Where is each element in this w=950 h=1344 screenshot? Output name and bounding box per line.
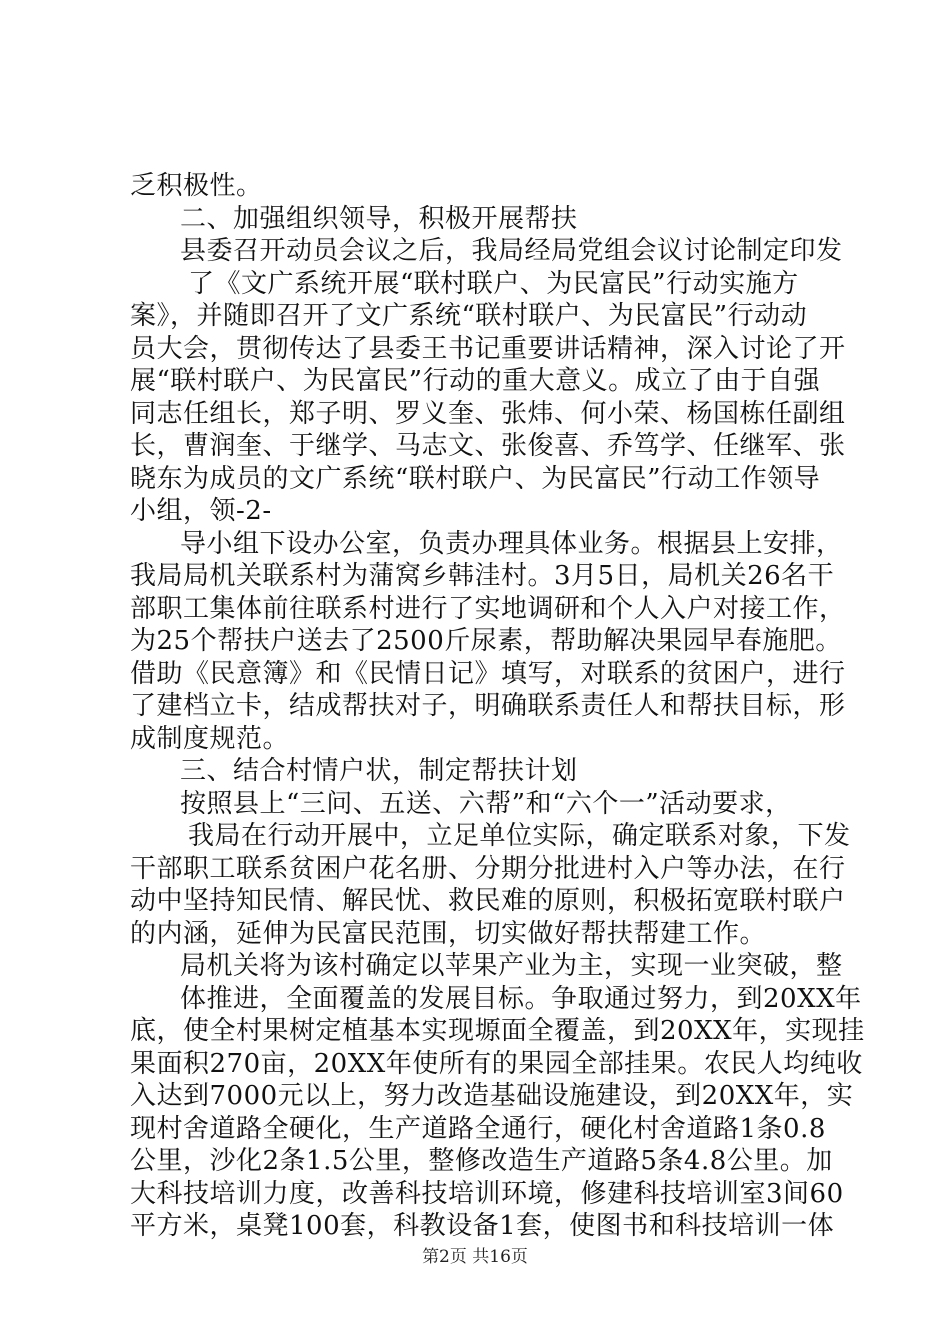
- text-line: 的内涵，延伸为民富民范围，切实做好帮扶帮建工作。: [130, 918, 767, 949]
- text-line: 了《文广系统开展“联村联户、为民富民”行动实施方: [188, 268, 799, 299]
- text-line: 按照县上“三问、五送、六帮”和“六个一”活动要求，: [180, 788, 792, 819]
- text-line: 为25个帮扶户送去了2500斤尿素，帮助解决果园早春施肥。: [130, 626, 842, 656]
- text-line: 长，曹润奎、于继学、马志文、张俊喜、乔笃学、任继军、张: [130, 431, 846, 461]
- text-line: 入达到7000元以上，努力改造基础设施建设，到20XX年，实: [130, 1081, 854, 1111]
- text-line: 果面积270亩，20XX年使所有的果园全部挂果。农民人均纯收: [130, 1048, 863, 1079]
- text-line: 平方米，桌凳100套，科教设备1套，使图书和科技培训一体: [130, 1211, 835, 1241]
- text-line: 展“联村联户、为民富民”行动的重大意义。成立了由于自强: [130, 366, 821, 396]
- text-line: 现村舍道路全硬化，生产道路全通行，硬化村舍道路1条0.8: [130, 1113, 826, 1144]
- section-heading: 二、加强组织领导，积极开展帮扶: [180, 203, 578, 234]
- text-line: 同志任组长，郑子明、罗义奎、张炜、何小荣、杨国栋任副组: [130, 398, 846, 429]
- text-line: 员大会，贯彻传达了县委王书记重要讲话精神，深入讨论了开: [130, 333, 846, 364]
- text-line: 部职工集体前往联系村进行了实地调研和个人入户对接工作，: [130, 593, 846, 624]
- text-line: 公里，沙化2条1.5公里，整修改造生产道路5条4.8公里。加: [130, 1146, 833, 1176]
- text-line: 成制度规范。: [130, 723, 290, 754]
- text-line: 借助《民意簿》和《民情日记》填写，对联系的贫困户，进行: [130, 658, 846, 689]
- section-heading: 三、结合村情户状，制定帮扶计划: [180, 756, 578, 786]
- text-line: 案》，并随即召开了文广系统“联村联户、为民富民”行动动: [130, 301, 808, 331]
- text-line: 动中坚持知民情、解民忧、救民难的原则，积极拓宽联村联户: [130, 886, 846, 916]
- text-line: 我局在行动开展中，立足单位实际，确定联系对象，下发: [188, 821, 851, 851]
- text-line: 小组，领-2-: [130, 496, 272, 526]
- text-line: 乏积极性。: [130, 171, 263, 201]
- text-line: 体推进，全面覆盖的发展目标。争取通过努力，到20XX年: [180, 983, 862, 1014]
- text-line: 县委召开动员会议之后，我局经局党组会议讨论制定印发: [180, 236, 843, 266]
- text-line: 大科技培训力度，改善科技培训环境，修建科技培训室3间60: [130, 1178, 844, 1209]
- text-line: 晓东为成员的文广系统“联村联户、为民富民”行动工作领导: [130, 463, 821, 494]
- text-line: 我局局机关联系村为蒲窝乡韩洼村。3月5日，局机关26名干: [130, 561, 835, 591]
- text-line: 底，使全村果树定植基本实现塬面全覆盖，到20XX年，实现挂: [130, 1016, 865, 1046]
- text-line: 干部职工联系贫困户花名册、分期分批进村入户等办法，在行: [130, 853, 846, 884]
- text-line: 局机关将为该村确定以苹果产业为主，实现一业突破，整: [180, 951, 843, 981]
- text-line: 了建档立卡，结成帮扶对子，明确联系责任人和帮扶目标，形: [130, 691, 846, 721]
- page-footer: 第2页 共16页: [422, 1247, 528, 1267]
- text-line: 导小组下设办公室，负责办理具体业务。根据县上安排，: [180, 528, 843, 559]
